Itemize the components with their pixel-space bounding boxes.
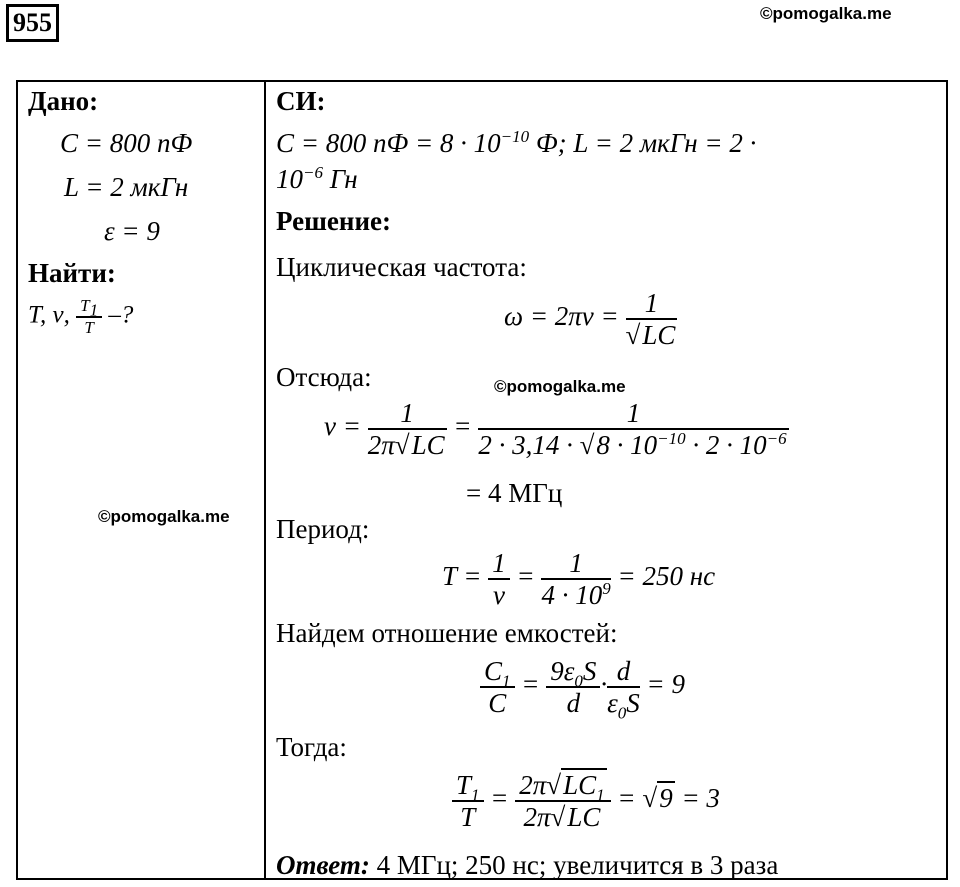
final-formula: $\frac{T_1}{T}$ = $\frac{2\pi√LC_1}{2\pi√LC}$ = √9 = 3	[452, 770, 720, 832]
answer-line	[276, 850, 778, 880]
find-prefix: T, ν,	[28, 301, 70, 329]
si-line-2: $10^{-6}$ Гн	[276, 163, 358, 194]
otsyuda-label: Отсюда:	[276, 362, 372, 392]
ratio-label: Найдем отношение емкостей:	[276, 618, 618, 648]
given-permittivity: ε = 9	[104, 216, 160, 246]
watermark-left: ©pomogalka.me	[98, 507, 230, 526]
ratio-formula: $\frac{C_1}{C}$ = $\frac{9\varepsilon_0S}{d}$ · $\frac{d}{\varepsilon_0S}$ = 9	[480, 656, 685, 718]
togda-label: Тогда:	[276, 732, 347, 762]
given-inductance: L = 2 мкГн	[64, 172, 189, 202]
find-frac-num-sub: 1	[89, 300, 99, 320]
find-quantities	[28, 296, 133, 338]
watermark-top: ©pomogalka.me	[760, 4, 892, 23]
period-label: Период:	[276, 514, 370, 544]
watermark-middle: ©pomogalka.me	[494, 377, 626, 396]
given-header: Дано:	[28, 86, 99, 116]
problem-number: 955	[6, 4, 59, 42]
column-divider	[264, 80, 266, 880]
nu-result: = 4 МГц	[466, 478, 563, 508]
omega-formula: ω = 2πν = $\frac{1}{√LC}$	[504, 288, 676, 350]
cyclic-frequency-label: Циклическая частота:	[276, 252, 527, 282]
find-suffix: –?	[108, 301, 134, 329]
nu-formula: ν = $\frac{1}{2\pi√LC}$ = $\frac{1}{2 \cdot 3,14 \cdot √8 \cdot 10^{-10} \cdot 2 \cdot 10^{-6}}$	[324, 398, 787, 460]
solution-header: Решение:	[276, 206, 391, 236]
given-capacitance: C = 800 пФ	[60, 128, 193, 158]
answer-text: 4 МГц; 250 нс; увеличится в 3 раза	[369, 850, 779, 880]
period-formula: T = $\frac{1}{\nu}$ = $\frac{1}{4 \cdot 10^9}$ = 250 нс	[442, 548, 716, 610]
find-frac-den: T	[84, 318, 94, 337]
answer-label: Ответ:	[276, 850, 370, 880]
find-frac-num: T	[80, 296, 90, 315]
find-fraction	[76, 296, 102, 338]
si-line-1: C = 800 пФ = $8 \cdot 10^{-10}$ Ф; L = 2 мкГн = 2 ·	[276, 127, 757, 158]
find-header: Найти:	[28, 258, 116, 288]
si-header: СИ:	[276, 86, 326, 116]
